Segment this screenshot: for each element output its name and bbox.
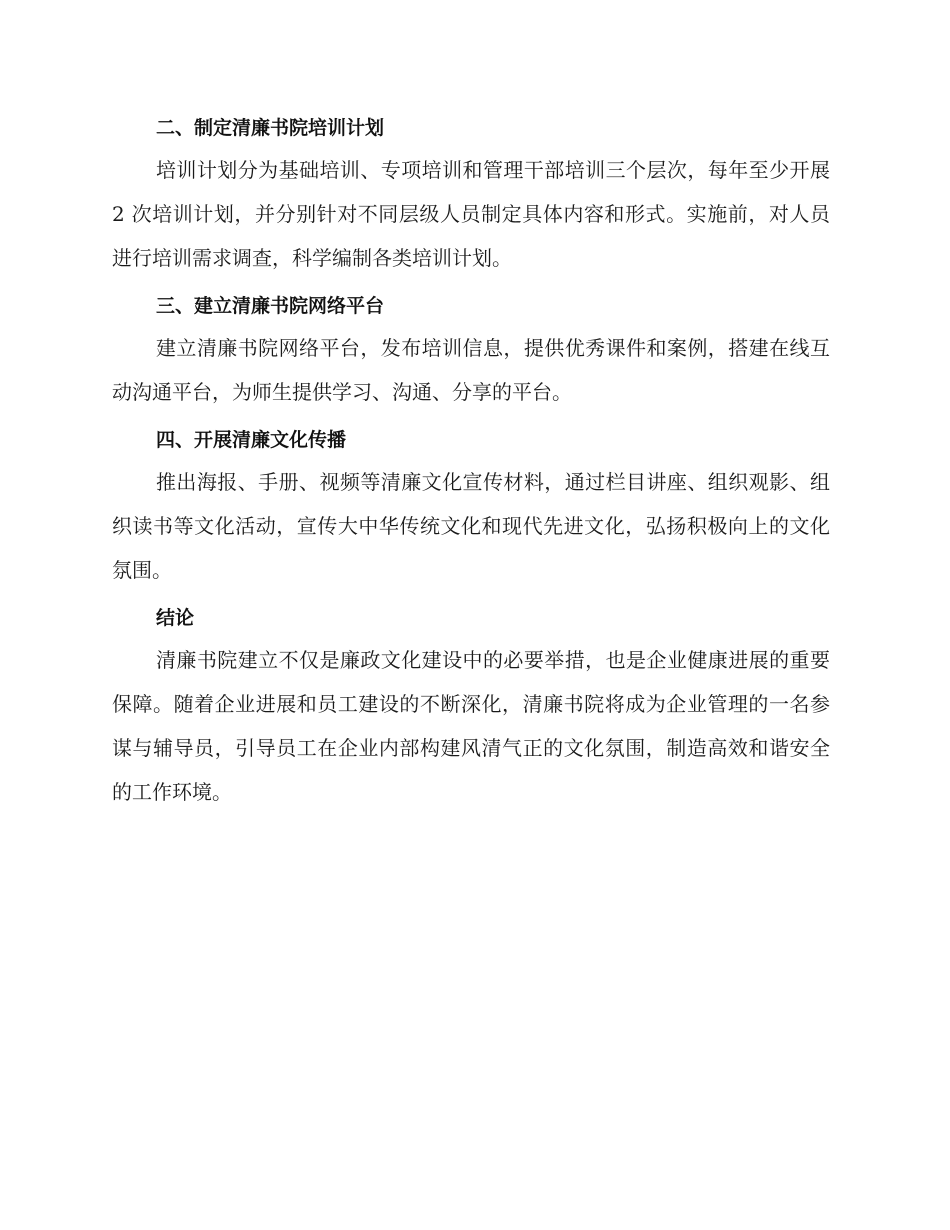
section-paragraph: 培训计划分为基础培训、专项培训和管理干部培训三个层次，每年至少开展 2 次培训计划，并分别针对不同层级人员制定具体内容和形式。实施前，对人员进行培训需求调查，科学编制各类培训计划。 — [112, 158, 830, 270]
section-paragraph: 推出海报、手册、视频等清廉文化宣传材料，通过栏目讲座、组织观影、组织读书等文化活动，宣传大中华传统文化和现代先进文化，弘扬积极向上的文化氛围。 — [112, 470, 830, 582]
section-conclusion — [112, 598, 830, 814]
section-paragraph: 建立清廉书院网络平台，发布培训信息，提供优秀课件和案例，搭建在线互动沟通平台，为师生提供学习、沟通、分享的平台。 — [112, 336, 830, 404]
section-heading: 四、开展清廉文化传播 — [156, 429, 347, 451]
section-culture-spread — [112, 420, 830, 592]
section-paragraph: 清廉书院建立不仅是廉政文化建设中的必要举措，也是企业健康进展的重要保障。随着企业进展和员工建设的不断深化，清廉书院将成为企业管理的一名参谋与辅导员，引导员工在企业内部构建风清气正的文化氛围，制造高效和谐安全的工作环境。 — [112, 648, 830, 804]
section-heading: 结论 — [156, 607, 195, 629]
section-network-platform — [112, 286, 830, 414]
section-training-plan — [112, 108, 830, 280]
section-heading: 二、制定清廉书院培训计划 — [156, 117, 385, 139]
document-page — [112, 108, 830, 820]
section-heading: 三、建立清廉书院网络平台 — [156, 295, 385, 317]
